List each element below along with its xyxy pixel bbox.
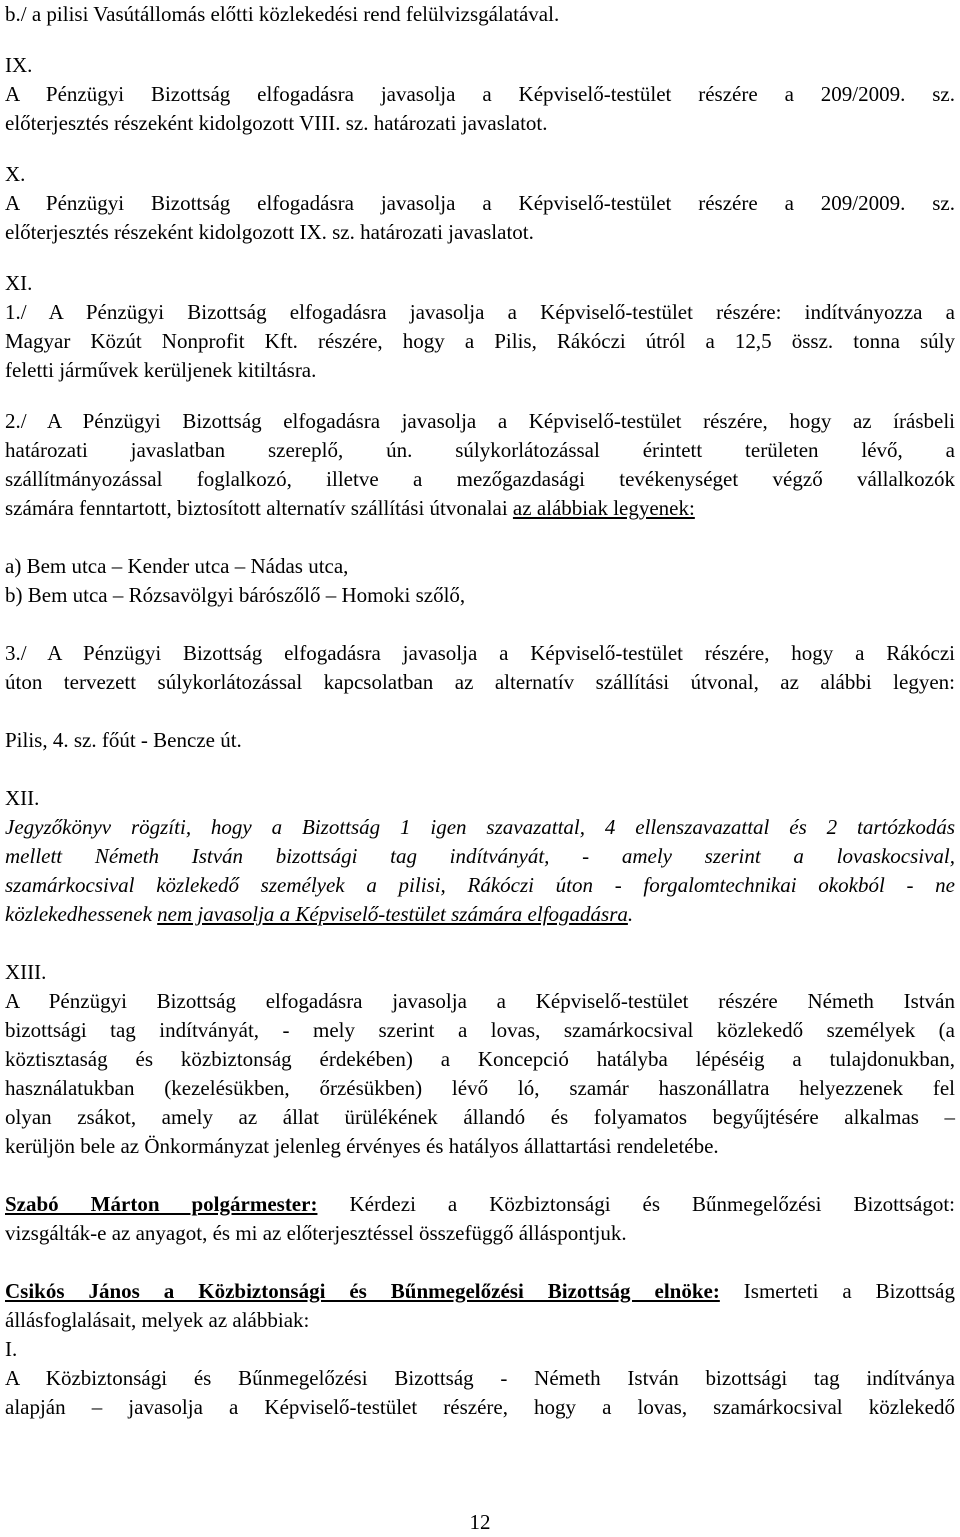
text-line	[5, 1190, 955, 1219]
text-line: szállítmányozással foglalkozó, illetve a mezőgazdasági tevékenységet végző vállalkozók	[5, 467, 955, 491]
text-line: Jegyzőkönyv rögzíti, hogy a Bizottság 1 igen szavazattal, 4 ellenszavazattal és 2 tartózkodás	[5, 815, 955, 839]
text-line: határozati javaslatban szereplő, ún. súlykorlátozással érintett területen lévő, a	[5, 438, 955, 462]
text-line: Magyar Közút Nonprofit Kft. részére, hogy a Pilis, Rákóczi útról a 12,5 össz. tonna súly	[5, 329, 955, 353]
text-line: használatukban (kezelésükben, őrzésükben) lévő ló, szamár haszonállatra helyezzenek fel	[5, 1076, 955, 1100]
text-line: olyan zsákot, amely az állat ürülékének állandó és folyamatos begyűjtésére alkalmas –	[5, 1105, 955, 1129]
route-item-b: b) Bem utca – Rózsavölgyi bárószőlő – Homoki szőlő,	[5, 583, 466, 607]
section-heading-ix: IX.	[5, 53, 33, 77]
text-line	[5, 900, 955, 929]
text-line: feletti járművek kerüljenek kitiltásra.	[5, 358, 317, 382]
text-line: A Pénzügyi Bizottság elfogadásra javasolja a Képviselő-testület részére a 209/2009. sz.	[5, 82, 955, 106]
text-line: alapján – javasolja a Képviselő-testület részére, hogy a lovas, szamárkocsival közlekedő	[5, 1395, 955, 1419]
text-line: kerüljön bele az Önkormányzat jelenleg érvényes és hatályos állattartási rendeletébe.	[5, 1134, 719, 1158]
text-line: állásfoglalásait, melyek az alábbiak:	[5, 1308, 310, 1332]
text-line: előterjesztés részeként kidolgozott VIII. sz. határozati javaslatot.	[5, 111, 548, 135]
text-line: b./ a pilisi Vasútállomás előtti közlekedési rend felülvizsgálatával.	[5, 2, 560, 26]
text-line: bizottsági tag indítványát, - mely szerint a lovas, szamárkocsival közlekedő személyek (a	[5, 1018, 955, 1042]
text-line: úton tervezett súlykorlátozással kapcsolatban az alternatív szállítási útvonal, az alábbi legyen:	[5, 670, 955, 694]
text-line: előterjesztés részeként kidolgozott IX. sz. határozati javaslatot.	[5, 220, 534, 244]
text-line: A Pénzügyi Bizottság elfogadásra javasolja a Képviselő-testület részére a 209/2009. sz.	[5, 191, 955, 215]
text-line	[5, 1277, 955, 1306]
text-line	[5, 494, 955, 523]
text-span: Kérdezi a Közbiztonsági és Bűnmegelőzési Bizottságot:	[317, 1192, 955, 1216]
underlined-text: az alábbiak legyenek:	[512, 496, 695, 520]
text-line: köztisztaság és közbiztonság érdekében) a Koncepció hatályba lépéséig a tulajdonukban,	[5, 1047, 955, 1071]
section-heading-xi: XI.	[5, 271, 33, 295]
section-heading-xii: XII.	[5, 786, 40, 810]
text-line: 3./ A Pénzügyi Bizottság elfogadásra javasolja a Képviselő-testület részére, hogy a Rákóczi	[5, 641, 955, 665]
route-item-a: a) Bem utca – Kender utca – Nádas utca,	[5, 554, 349, 578]
underlined-text: nem javasolja a Képviselő-testület számára elfogadásra	[157, 902, 628, 926]
text-line: mellett Németh István bizottsági tag indítványát, - amely szerint a lovaskocsival,	[5, 844, 955, 868]
text-span: számára fenntartott, biztosított alternatív szállítási útvonalai	[5, 496, 513, 520]
text-span: közlekedhessenek	[5, 902, 158, 926]
text-line: 1./ A Pénzügyi Bizottság elfogadásra javasolja a Képviselő-testület részére: indítványozza a	[5, 300, 955, 324]
page-number: 12	[469, 1510, 491, 1534]
text-span: Ismerteti a Bizottság	[719, 1279, 955, 1303]
text-line: A Pénzügyi Bizottság elfogadásra javasolja a Képviselő-testület részére Németh István	[5, 989, 955, 1013]
text-line: Pilis, 4. sz. főút - Bencze út.	[5, 728, 242, 752]
text-span: .	[627, 902, 634, 926]
text-line: 2./ A Pénzügyi Bizottság elfogadásra javasolja a Képviselő-testület részére, hogy az írásbeli	[5, 409, 955, 433]
speaker-name: Csikós János a Közbiztonsági és Bűnmegelőzési Bizottság elnöke:	[5, 1279, 720, 1303]
document-page	[5, 0, 955, 1422]
section-heading-i: I.	[5, 1337, 18, 1361]
text-line: vizsgálták-e az anyagot, és mi az előterjesztéssel összefüggő álláspontjuk.	[5, 1221, 627, 1245]
text-line: A Közbiztonsági és Bűnmegelőzési Bizottság - Németh István bizottsági tag indítványa	[5, 1366, 955, 1390]
speaker-name: Szabó Márton polgármester:	[5, 1192, 318, 1216]
section-heading-xiii: XIII.	[5, 960, 47, 984]
text-line: szamárkocsival közlekedő személyek a pilisi, Rákóczi úton - forgalomtechnikai okokból - ne	[5, 873, 955, 897]
section-heading-x: X.	[5, 162, 26, 186]
